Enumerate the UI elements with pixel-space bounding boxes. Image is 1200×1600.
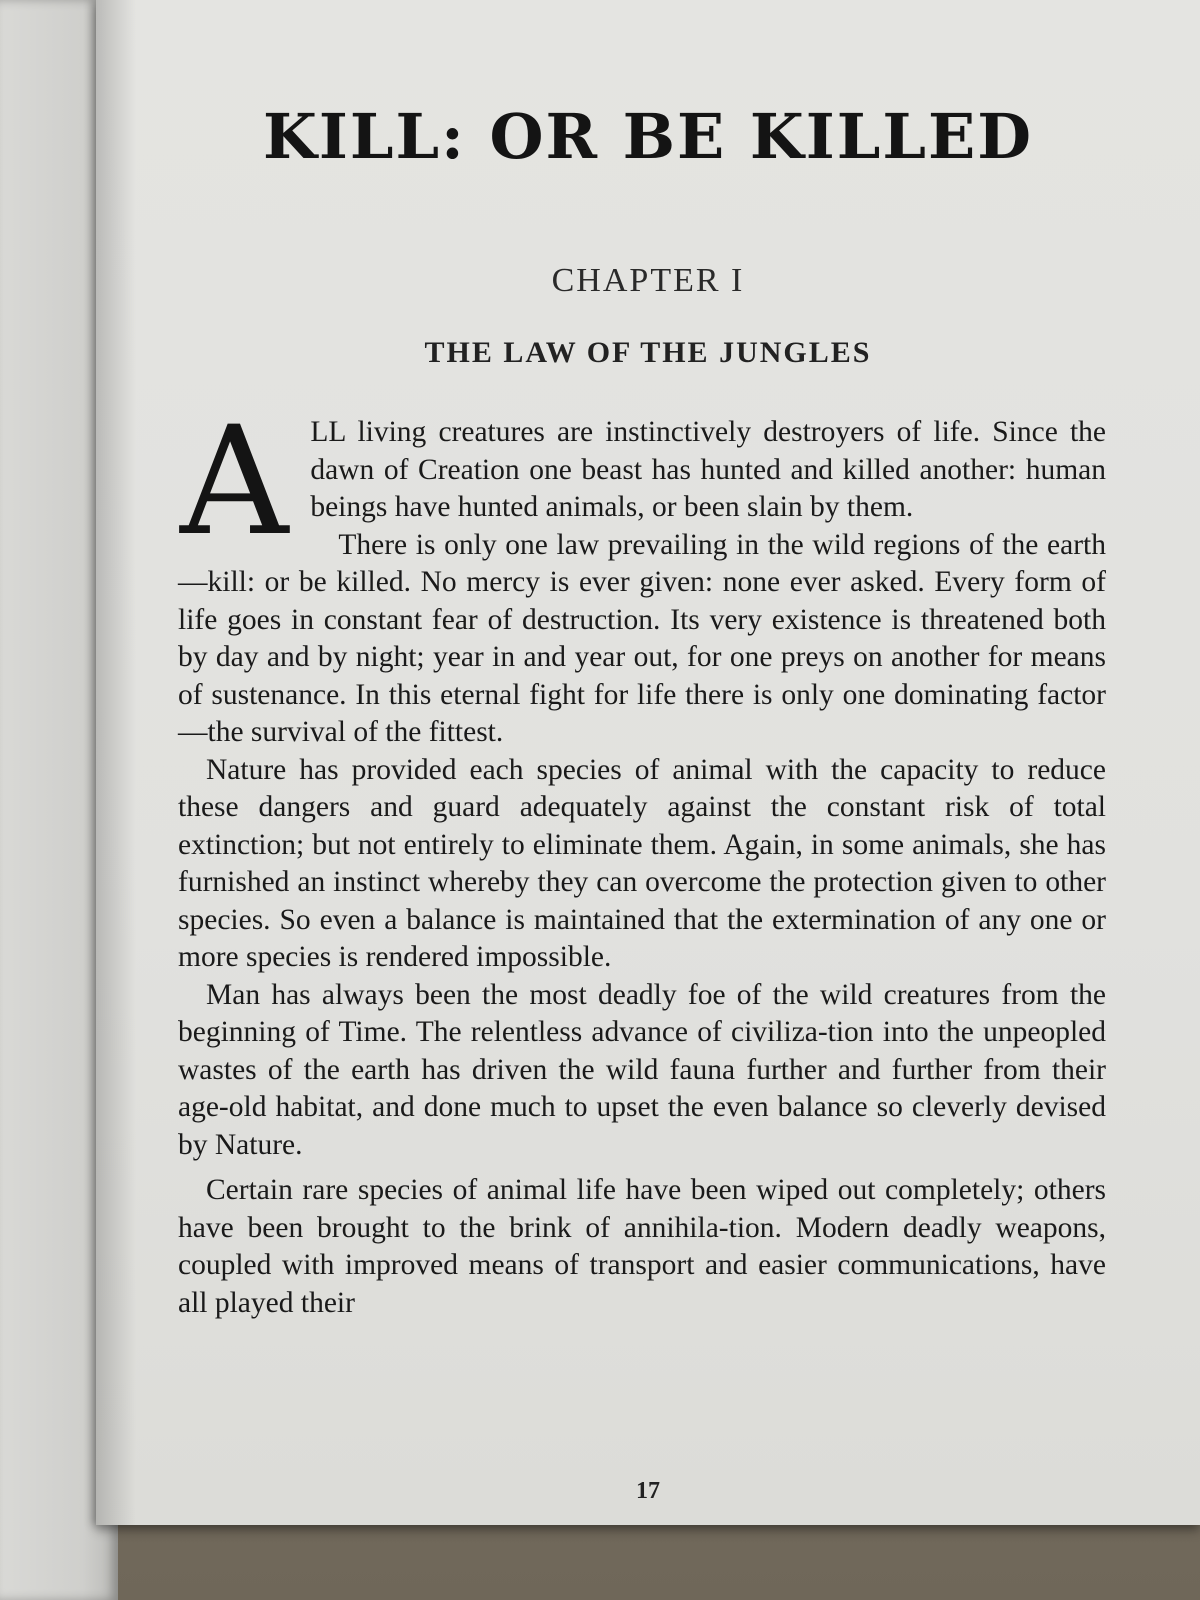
- paragraph-1: [178, 395, 1106, 569]
- body-text: [178, 395, 1106, 1322]
- paragraph-1-text: LL living creatures are instinctively destroyers of life. Since the dawn of Creation one beast has hunted and killed another: human beings have hunted animals, or been slain by them.: [310, 416, 1106, 523]
- paragraph-4: Man has always been the most deadly foe of the wild creatures from the beginning of Time. The relentless advance of civiliza-tion into the unpeopled wastes of the earth has driven the wild fauna further and further from their age-old habitat, and done much to upset the even balance so cleverly devised by Nature.: [178, 978, 1106, 1161]
- paragraph-5: Certain rare species of animal life have been wiped out completely; others have been brought to the brink of annihila-tion. Modern deadly weapons, coupled with improved means of transport and easier communications, have all played their: [178, 1174, 1106, 1319]
- book-page: [96, 0, 1200, 1525]
- book-title: KILL: OR BE KILLED: [262, 100, 1033, 173]
- drop-cap: A: [180, 395, 289, 569]
- paragraph-3: Nature has provided each species of animal with the capacity to reduce these dangers and guard adequately against the constant risk of total extinction; but not entirely to eliminate them. Again, in some animals, she has furnished an instinct whereby they can overcome the protection given to other species. So even a balance is maintained that the extermination of any one or more species is rendered impossible.: [178, 753, 1106, 973]
- chapter-title: THE LAW OF THE JUNGLES: [424, 336, 872, 369]
- paragraph-2: There is only one law prevailing in the wild regions of the earth—kill: or be killed. No mercy is ever given: none ever asked. Every form of life goes in constant fear of destruction. Its very existence is threatened both by day and by night; year in and year out, for one preys on another for means of sustenance. In this eternal fight for life there is only one dominating factor—the survival of the fittest.: [178, 528, 1106, 748]
- page-number: 17: [636, 1478, 660, 1504]
- page-gutter-shadow: [96, 0, 136, 1525]
- chapter-label: CHAPTER I: [551, 262, 745, 299]
